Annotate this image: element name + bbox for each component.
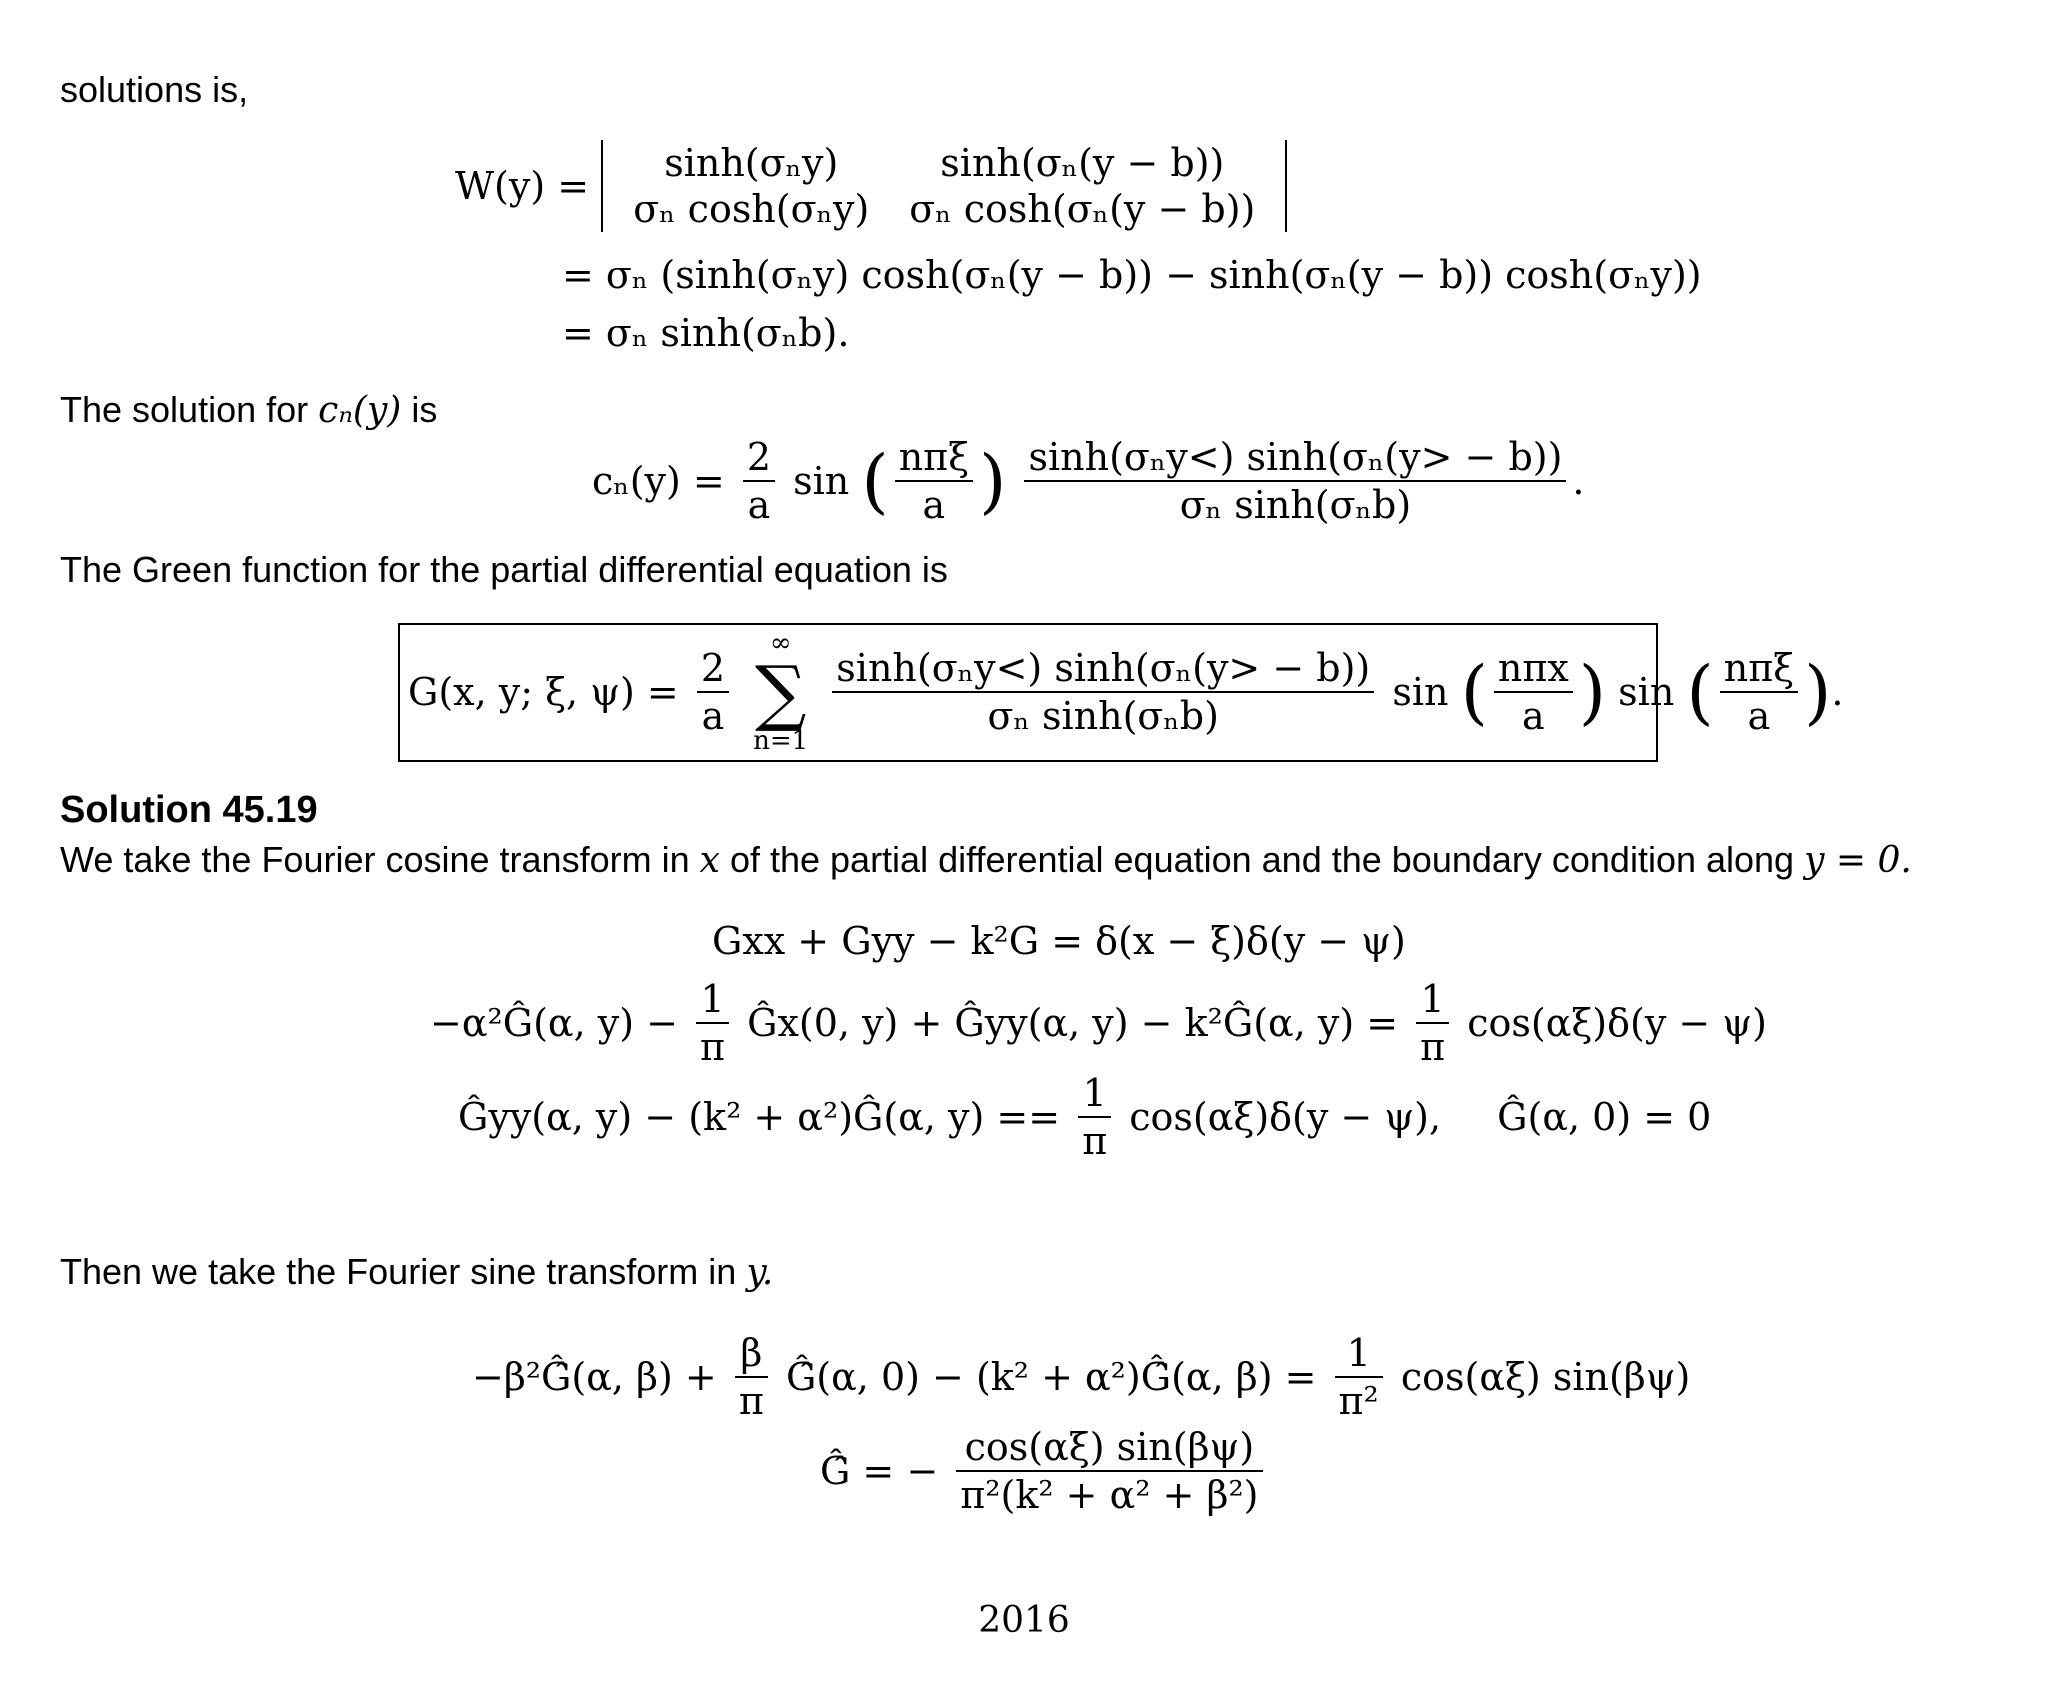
cn-frac1-den: a [747,483,771,527]
green-frac3-den: a [1521,694,1545,738]
wronskian-line-3 [562,310,849,356]
cosine-eq-line-1 [712,918,1406,964]
cosine-line2-frac-den: π [700,1025,726,1069]
wronskian-line-3-text: = σₙ sinh(σₙb). [562,311,850,355]
page-number-text: 2016 [978,1600,1070,1641]
solution-heading [60,788,318,832]
det-m22: σₙ cosh(σₙ(y − b)) [909,187,1256,231]
text-is: is [411,389,438,430]
cn-frac-sinh [1024,434,1566,528]
cosine-line2-c: cos(αξ)δ(y − ψ) [1467,1001,1767,1045]
green-frac-npixi [1720,645,1798,739]
green-lhs: G(x, y; ξ, ψ) = [408,670,679,714]
cosine-line3-frac [1078,1070,1111,1164]
paragraph-green-intro [60,548,948,592]
cosine-line2-a: −α²Ĝ(α, y) − [430,1001,678,1045]
green-frac4-num: nπξ [1720,645,1798,693]
sum-symbol: ∑ [754,650,807,734]
text-green-intro: The Green function for the partial differential equation is [60,549,948,590]
cosine-line3-b: cos(αξ)δ(y − ψ), [1129,1095,1442,1139]
sine-line1-frac2-den: π² [1338,1379,1379,1423]
cosine-line3-frac-num: 1 [1078,1070,1111,1118]
cosine-line3-a: Ĝyy(α, y) − (k² + α²)Ĝ(α, y) == [458,1095,1061,1139]
wronskian-determinant [601,140,1287,232]
text-cosine-a: We take the Fourier cosine transform in [60,839,690,880]
sine-line1-frac2 [1335,1330,1383,1424]
cosine-line2-frac2 [1416,976,1449,1070]
text-sine-var: y. [746,1252,774,1293]
cn-lhs: cₙ(y) = [592,459,725,503]
green-frac4-den: a [1747,694,1771,738]
sine-line1-frac-den: π [738,1379,764,1423]
text-cosine-b: of the partial differential equation and the boundary condition along [729,839,1795,880]
sine-line1-b: Ĝ̂(α, 0) − (k² + α²)Ĝ̂(α, β) = [785,1355,1317,1399]
sine-line2-frac-den: π²(k² + α² + β²) [960,1473,1259,1517]
paragraph-solutions-is [60,68,248,112]
text-solution-for: The solution for [60,389,309,430]
solution-heading-text: Solution 45.19 [60,789,318,831]
cosine-line1-text: Gxx + Gyy − k²G = δ(x − ξ)δ(y − ψ) [712,919,1406,963]
text-sine-line: Then we take the Fourier sine transform in [60,1251,737,1292]
green-frac1-num: 2 [697,645,729,693]
sine-line1-c: cos(αξ) sin(βψ) [1400,1355,1691,1399]
sine-eq-line-1 [472,1330,1690,1424]
green-paren-close-1: ) [1578,651,1607,733]
det-m12: sinh(σₙ(y − b)) [940,141,1225,185]
cosine-eq-line-2 [430,976,1767,1070]
cn-frac2-num: nπξ [895,434,973,482]
cn-frac-npixi-over-a [895,434,973,528]
paragraph-solution-for-cn [60,388,437,433]
sine-line2-frac [956,1424,1262,1518]
green-summation [753,630,808,754]
sine-line1-frac-num: β [735,1330,768,1378]
green-frac3-num: nπx [1494,645,1573,693]
green-frac-npix [1494,645,1573,739]
cosine-line2-b: Ĝx(0, y) + Ĝyy(α, y) − k²Ĝ(α, y) = [747,1001,1399,1045]
text-solutions-is: solutions is, [60,69,249,110]
wronskian-line-2 [562,252,1702,298]
paragraph-fourier-cosine [60,838,1912,883]
cn-right-paren: ) [979,440,1007,522]
cosine-line2-frac [696,976,729,1070]
green-period: . [1831,670,1844,714]
sine-line2-lhs: Ĝ̂ = − [820,1449,939,1493]
sine-eq-line-2 [820,1424,1269,1518]
text-cosine-var: x [699,840,720,881]
sine-line1-frac2-num: 1 [1335,1330,1383,1378]
text-cn-variable: cₙ(y) [318,390,402,431]
cn-frac-2-over-a [743,434,775,528]
sum-upper-limit: ∞ [769,628,792,658]
sine-line1-frac [735,1330,768,1424]
cn-left-paren: ( [861,440,889,522]
cosine-line3-c: Ĝ(α, 0) = 0 [1497,1095,1712,1139]
green-frac1-den: a [701,694,725,738]
green-frac2-den: σₙ sinh(σₙb) [987,694,1219,738]
sine-line2-frac-num: cos(αξ) sin(βψ) [956,1424,1262,1472]
green-sin-2: sin [1618,670,1675,714]
green-paren-open-2: ( [1686,651,1714,733]
green-function-equation [408,630,1844,754]
cosine-line2-frac2-den: π [1420,1025,1446,1069]
cosine-line3-frac-den: π [1082,1119,1108,1163]
page-number [0,1600,2048,1641]
cn-frac3-num: sinh(σₙy<) sinh(σₙ(y> − b)) [1024,434,1566,482]
det-m11: sinh(σₙy) [664,141,839,185]
green-paren-close-2: ) [1804,651,1832,733]
sum-lower-limit: n=1 [753,726,809,756]
green-sin-1: sin [1392,670,1449,714]
sine-line1-a: −β²Ĝ̂(α, β) + [472,1355,717,1399]
cn-sin: sin [793,459,850,503]
green-frac-sinh [832,645,1374,739]
wronskian-lhs: W(y) = [455,164,590,208]
paragraph-fourier-sine [60,1250,773,1295]
cn-frac2-den: a [922,483,946,527]
green-paren-open-1: ( [1460,651,1488,733]
green-frac2-num: sinh(σₙy<) sinh(σₙ(y> − b)) [832,645,1374,693]
cosine-line2-frac-num: 1 [696,976,729,1024]
wronskian-equation [455,140,1287,232]
cn-equation [592,434,1585,528]
green-frac-2-over-a [697,645,729,739]
wronskian-line-2-text: = σₙ (sinh(σₙy) cosh(σₙ(y − b)) − sinh(σₙ(y − b)) cosh(σₙy)) [562,253,1702,297]
cosine-eq-line-3 [458,1070,1711,1164]
cn-frac1-num: 2 [743,434,775,482]
det-m21: σₙ cosh(σₙy) [633,187,870,231]
cn-period: . [1572,459,1585,503]
text-cosine-cond: y = 0. [1804,840,1912,881]
cosine-line2-frac2-num: 1 [1416,976,1449,1024]
cn-frac3-den: σₙ sinh(σₙb) [1179,483,1412,527]
